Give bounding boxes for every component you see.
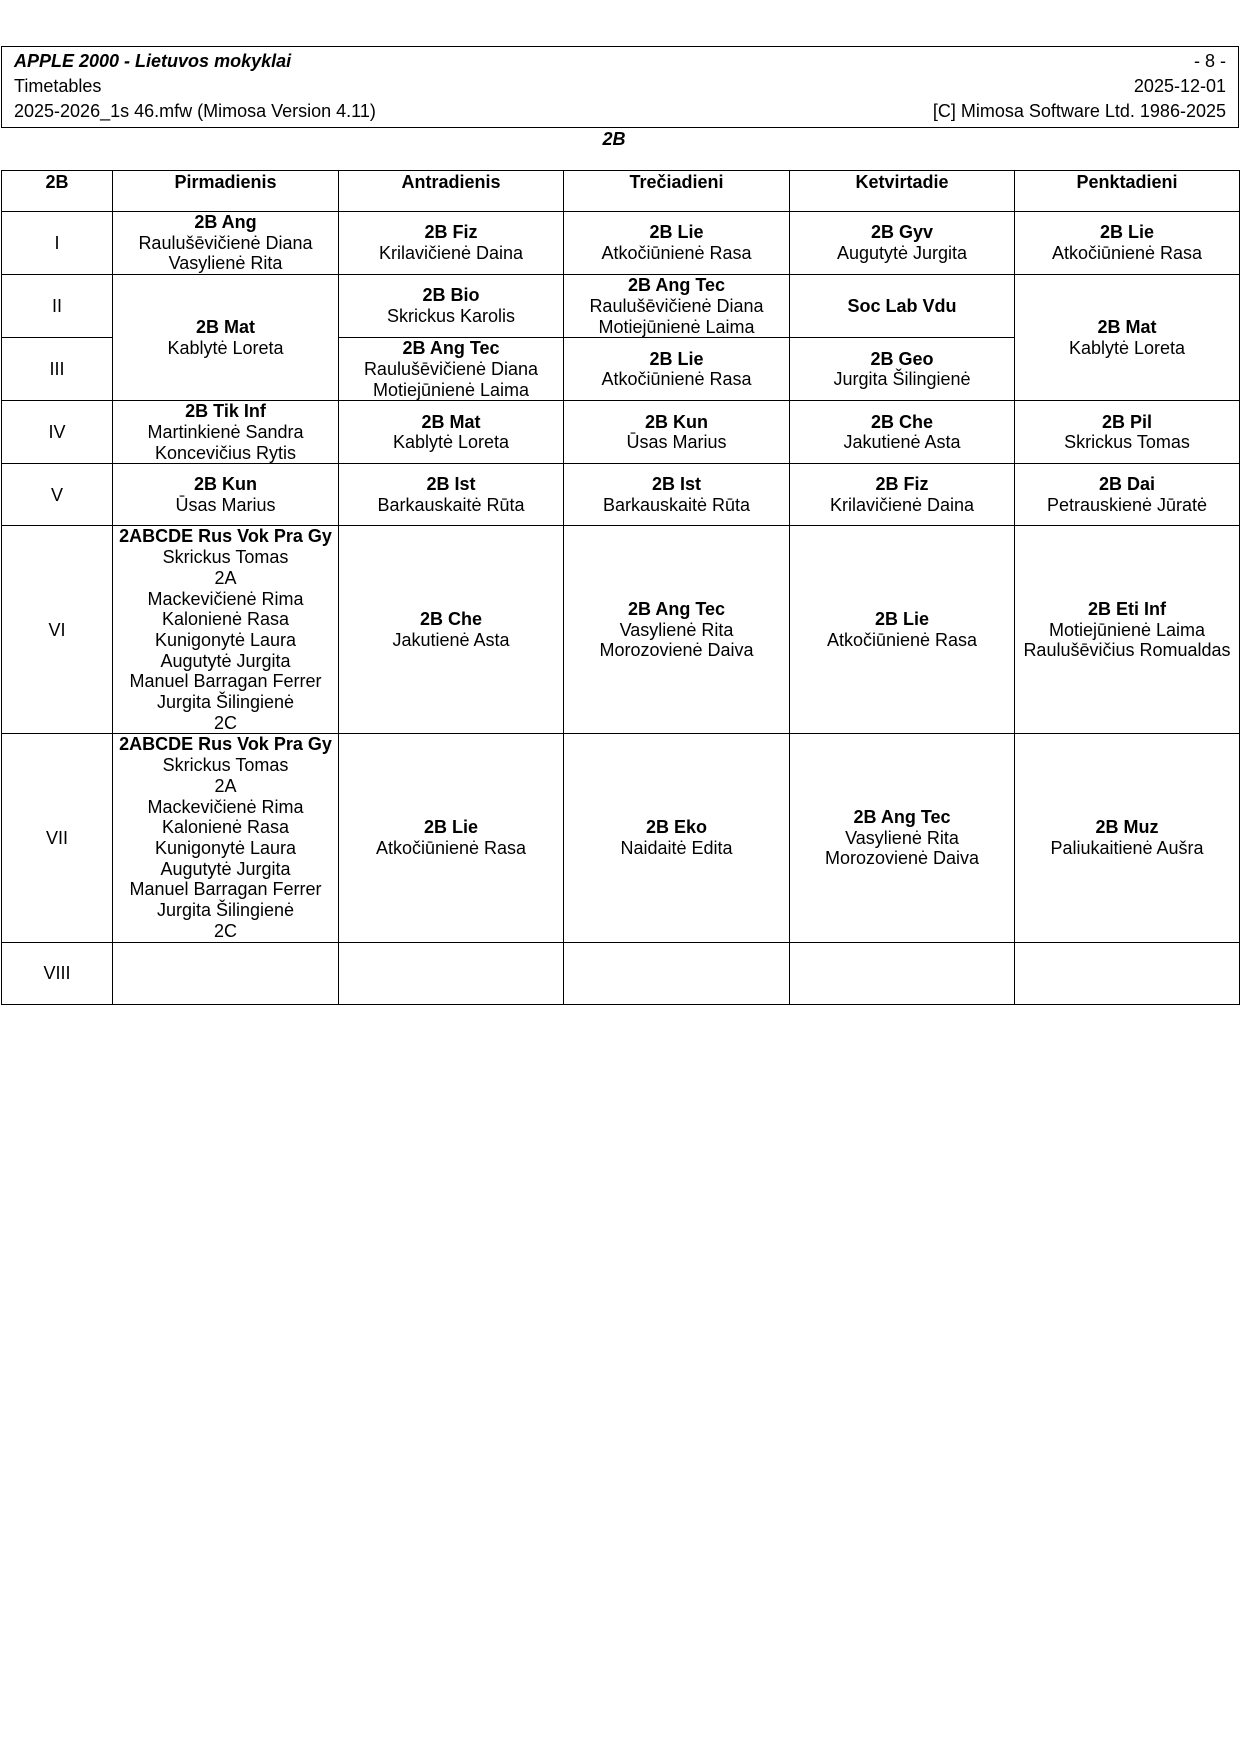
lesson-detail: Augutytė Jurgita <box>160 858 291 879</box>
lesson-detail: Vasylienė Rita <box>845 827 959 848</box>
lesson-cell <box>564 464 790 526</box>
lesson-subject: 2B Bio <box>422 285 480 306</box>
lesson-cell <box>564 275 790 338</box>
lesson-subject: 2B Che <box>870 411 933 432</box>
lesson-detail: Jakutienė Asta <box>392 629 510 650</box>
period-label: III <box>2 338 113 401</box>
lesson-cell <box>113 464 339 526</box>
lesson-cell <box>339 526 564 734</box>
lesson-cell <box>564 734 790 942</box>
timetable <box>1 170 1240 1005</box>
lesson-subject: 2ABCDE Rus Vok Pra Gy <box>119 526 332 547</box>
lesson-detail: Kablytė Loreta <box>167 337 284 358</box>
lesson-cell <box>790 401 1015 464</box>
lesson-detail: Krilavičienė Daina <box>378 243 524 264</box>
lesson-detail: Kunigonytė Laura <box>154 837 297 858</box>
table-header-row <box>2 171 1240 212</box>
lesson-detail: Paliukaitienė Aušra <box>1050 837 1204 858</box>
header-title: APPLE 2000 - Lietuvos mokyklai <box>14 51 292 71</box>
empty-cell <box>1015 942 1240 1004</box>
lesson-detail: Atkočiūnienė Rasa <box>601 369 752 390</box>
lesson-detail: Krilavičienė Daina <box>829 494 975 515</box>
lesson-cell <box>339 734 564 942</box>
lesson-detail: Motiejūnienė Laima <box>598 316 755 337</box>
period-label: VII <box>2 734 113 942</box>
lesson-detail: Barkauskaitė Rūta <box>602 494 751 515</box>
empty-cell <box>113 942 339 1004</box>
lesson-detail: Raulušēvičienė Diana <box>138 232 313 253</box>
lesson-detail: 2C <box>213 920 237 941</box>
lesson-cell <box>339 212 564 275</box>
lesson-subject: 2B Mat <box>1097 317 1157 338</box>
lesson-detail: Atkočiūnienė Rasa <box>826 629 978 650</box>
empty-cell <box>790 942 1015 1004</box>
lesson-detail: Koncevičius Rytis <box>154 442 297 463</box>
lesson-cell <box>564 338 790 401</box>
lesson-cell <box>790 734 1015 942</box>
lesson-detail: Jurgita Šilingienė <box>833 369 971 390</box>
lesson-subject: 2B Dai <box>1098 474 1156 495</box>
lesson-cell <box>1015 275 1240 401</box>
day-header-thu: Ketvirtadie <box>790 171 1015 212</box>
page-number: - 8 - <box>1193 51 1226 71</box>
lesson-detail: 2A <box>214 775 237 796</box>
lesson-detail: Motiejūnienė Laima <box>1048 619 1206 640</box>
lesson-subject: 2B Eko <box>645 817 708 838</box>
lesson-cell <box>1015 212 1240 275</box>
lesson-subject: 2B Ang Tec <box>627 598 725 619</box>
file-name: 2025-2026_1s 46.mfw (Mimosa Version 4.11) <box>14 101 376 121</box>
lesson-subject: 2B Mat <box>421 411 481 432</box>
lesson-detail: Naidaitė Edita <box>620 837 733 858</box>
lesson-detail: Raulušēvičienė Diana <box>589 295 764 316</box>
lesson-subject: 2B Lie <box>423 817 479 838</box>
lesson-subject: 2B Lie <box>649 348 704 369</box>
lesson-detail: Mackevičienė Rima <box>147 588 304 609</box>
lesson-subject: 2B Lie <box>1099 222 1155 243</box>
lesson-subject: 2B Ist <box>426 474 476 495</box>
lesson-detail: Petrauskienė Jūratė <box>1046 494 1208 515</box>
lesson-cell <box>1015 526 1240 734</box>
period-label: IV <box>2 401 113 464</box>
lesson-cell <box>113 526 339 734</box>
lesson-detail: Vasylienė Rita <box>619 619 734 640</box>
lesson-subject: 2B Fiz <box>875 474 929 495</box>
lesson-detail: Ūsas Marius <box>175 494 276 515</box>
period-label: VI <box>2 526 113 734</box>
lesson-cell <box>113 275 339 401</box>
lesson-subject: 2B Ang <box>194 212 257 232</box>
lesson-detail: Kalonienė Rasa <box>161 609 290 630</box>
lesson-detail: Manuel Barragan Ferrer <box>129 671 322 692</box>
lesson-detail: Kunigonytė Laura <box>154 629 297 650</box>
lesson-subject: 2B Gyv <box>870 222 934 243</box>
lesson-detail: Kablytė Loreta <box>1068 337 1186 358</box>
lesson-subject: 2ABCDE Rus Vok Pra Gy <box>119 734 332 755</box>
table-row <box>2 401 1240 464</box>
lesson-detail: Augutytė Jurgita <box>160 650 291 671</box>
lesson-detail: Jurgita Šilingienė <box>156 692 295 713</box>
lesson-detail: 2C <box>213 712 237 733</box>
lesson-subject: 2B Mat <box>195 317 255 338</box>
lesson-cell <box>1015 464 1240 526</box>
lesson-detail: Skrickus Tomas <box>162 547 289 568</box>
lesson-cell <box>113 734 339 942</box>
lesson-subject: 2B Geo <box>870 348 934 369</box>
lesson-cell <box>339 464 564 526</box>
lesson-detail: Skrickus Tomas <box>1064 432 1190 453</box>
lesson-detail: Barkauskaitė Rūta <box>377 494 525 515</box>
lesson-subject: 2B Ist <box>651 474 702 495</box>
table-row <box>2 734 1240 942</box>
period-label: II <box>2 275 113 338</box>
lesson-detail: Morozovienė Daiva <box>599 640 754 661</box>
lesson-detail: Atkočiūnienė Rasa <box>375 837 527 858</box>
lesson-cell <box>790 526 1015 734</box>
lesson-cell <box>790 212 1015 275</box>
lesson-cell <box>564 212 790 275</box>
lesson-subject: 2B Che <box>419 609 482 630</box>
lesson-detail: Motiejūnienė Laima <box>372 379 530 400</box>
print-date: 2025-12-01 <box>1133 76 1226 96</box>
lesson-detail: Martinkienė Sandra <box>147 422 304 443</box>
lesson-detail: Jakutienė Asta <box>843 432 961 453</box>
table-row <box>2 464 1240 526</box>
lesson-detail: 2A <box>214 567 237 588</box>
lesson-detail: Vasylienė Rita <box>168 253 283 274</box>
lesson-cell <box>339 338 564 401</box>
lesson-cell <box>1015 734 1240 942</box>
lesson-cell <box>339 275 564 338</box>
table-row <box>2 942 1240 1004</box>
document-header <box>1 46 1239 128</box>
copyright: [C] Mimosa Software Ltd. 1986-2025 <box>932 101 1226 121</box>
lesson-subject: 2B Eti Inf <box>1087 598 1166 619</box>
table-row <box>2 275 1240 338</box>
lesson-cell <box>113 212 339 275</box>
lesson-cell <box>564 526 790 734</box>
lesson-subject: 2B Kun <box>645 411 708 432</box>
lesson-detail: Morozovienė Daiva <box>824 848 980 869</box>
lesson-cell <box>790 275 1015 338</box>
lesson-detail: Raulušēvičius Romualdas <box>1023 640 1231 661</box>
lesson-subject: 2B Kun <box>194 474 257 495</box>
empty-cell <box>564 942 790 1004</box>
day-header-mon: Pirmadienis <box>113 171 339 212</box>
lesson-cell <box>339 401 564 464</box>
lesson-subject: 2B Lie <box>874 609 930 630</box>
lesson-cell <box>790 464 1015 526</box>
lesson-detail: Atkočiūnienė Rasa <box>601 243 752 264</box>
lesson-subject: 2B Tik Inf <box>185 401 266 422</box>
lesson-detail: Skrickus Karolis <box>386 306 516 327</box>
lesson-detail: Raulušēvičienė Diana <box>363 358 539 379</box>
day-header-fri: Penktadieni <box>1015 171 1240 212</box>
lesson-subject: Soc Lab Vdu <box>847 295 957 316</box>
period-label: V <box>2 464 113 526</box>
lesson-subject: 2B Lie <box>649 222 704 243</box>
empty-cell <box>339 942 564 1004</box>
document-type: Timetables <box>14 76 102 96</box>
lesson-detail: Ūsas Marius <box>626 432 727 453</box>
lesson-subject: 2B Muz <box>1095 817 1159 838</box>
class-subtitle: 2B <box>602 129 626 149</box>
day-header-tue: Antradienis <box>339 171 564 212</box>
lesson-cell <box>113 401 339 464</box>
lesson-cell <box>564 401 790 464</box>
table-row <box>2 526 1240 734</box>
period-label: VIII <box>2 942 113 1004</box>
lesson-subject: 2B Fiz <box>424 222 478 243</box>
lesson-cell <box>790 338 1015 401</box>
lesson-detail: Atkočiūnienė Rasa <box>1051 243 1203 264</box>
lesson-detail: Manuel Barragan Ferrer <box>129 879 322 900</box>
lesson-detail: Kalonienė Rasa <box>161 817 290 838</box>
lesson-detail: Mackevičienė Rima <box>147 796 304 817</box>
table-row <box>2 212 1240 275</box>
lesson-detail: Skrickus Tomas <box>162 755 289 776</box>
lesson-detail: Jurgita Šilingienė <box>156 900 295 921</box>
lesson-cell <box>1015 401 1240 464</box>
corner-class-label: 2B <box>2 171 113 212</box>
lesson-subject: 2B Pil <box>1101 411 1153 432</box>
period-label: I <box>2 212 113 275</box>
lesson-subject: 2B Ang Tec <box>627 275 725 296</box>
lesson-detail: Kablytė Loreta <box>392 432 510 453</box>
lesson-subject: 2B Ang Tec <box>402 338 500 359</box>
lesson-detail: Augutytė Jurgita <box>836 243 968 264</box>
day-header-wed: Trečiadieni <box>564 171 790 212</box>
lesson-subject: 2B Ang Tec <box>853 806 951 827</box>
